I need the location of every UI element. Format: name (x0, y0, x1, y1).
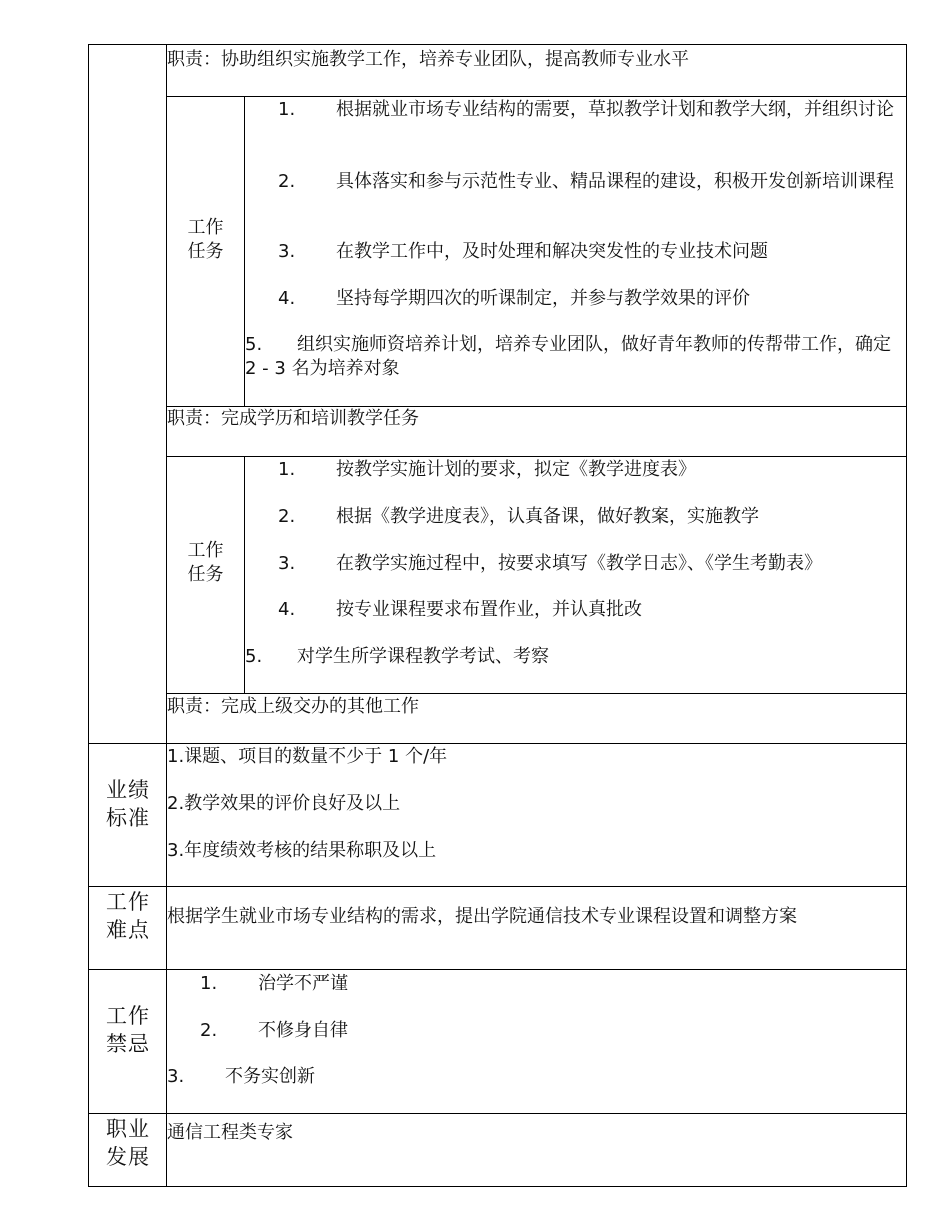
task-item-a-3 (278, 240, 768, 264)
task-item-number: 4. (278, 599, 296, 620)
difficulty-text: 根据学生就业市场专业结构的需求，提出学院通信技术专业课程设置和调整方案 (167, 906, 797, 927)
row-divider-1 (166, 96, 907, 97)
task-item-number: 1. (278, 99, 296, 120)
taboo-item-number: 2. (200, 1020, 218, 1041)
taboo-item-text: 不务实创新 (225, 1066, 315, 1087)
task-item-number: 3. (278, 553, 296, 574)
task-item-text: 对学生所学课程教学考试、考察 (297, 646, 549, 667)
row-divider-3 (166, 456, 907, 457)
task-item-text: 在教学实施过程中，按要求填写《教学日志》、《学生考勤表》 (336, 553, 822, 574)
career-label: 职业发展 (106, 1117, 150, 1169)
task-item-text: 按教学实施计划的要求，拟定《教学进度表》 (336, 459, 696, 480)
task-item-b-2 (278, 505, 759, 529)
duty-text-b: 职责：完成学历和培训教学任务 (167, 408, 419, 429)
task-item-text: 根据《教学进度表》，认真备课，做好教案，实施教学 (336, 506, 759, 527)
section-divider-difficulty (89, 886, 907, 887)
task-item-text: 根据就业市场专业结构的需要，草拟教学计划和教学大纲，并组织讨论 (336, 99, 894, 120)
task-item-a-4 (278, 287, 750, 311)
task-item-a-2 (278, 170, 900, 194)
career-text: 通信工程类专家 (167, 1122, 293, 1143)
row-divider-4 (166, 693, 907, 694)
task-item-number: 4. (278, 288, 296, 309)
taboo-item-3 (167, 1065, 315, 1089)
taboo-item-number: 1. (200, 973, 218, 994)
taboo-label: 工作禁忌 (106, 1004, 150, 1056)
task-item-number: 3. (278, 241, 296, 262)
task-item-b-5 (245, 645, 549, 669)
task-label-a: 工作任务 (187, 217, 224, 262)
section-divider-taboo (89, 969, 907, 970)
section-divider-career (89, 1113, 907, 1114)
taboo-item-text: 治学不严谨 (258, 973, 348, 994)
taboo-item-2 (200, 1019, 348, 1043)
task-item-b-1 (278, 458, 696, 482)
taboo-item-text: 不修身自律 (258, 1020, 348, 1041)
performance-item-3: 3.年度绩效考核的结果称职及以上 (167, 840, 437, 861)
job-description-table (88, 44, 907, 1187)
task-item-number: 2. (278, 506, 296, 527)
task-item-b-3 (278, 552, 822, 576)
duty-text-a: 职责：协助组织实施教学工作，培养专业团队，提高教师专业水平 (167, 49, 689, 70)
task-item-text: 按专业课程要求布置作业，并认真批改 (336, 599, 642, 620)
task-item-number: 2. (278, 171, 296, 192)
performance-label: 业绩标准 (106, 778, 150, 830)
performance-item-2: 2.教学效果的评价良好及以上 (167, 793, 401, 814)
performance-item-1: 1.课题、项目的数量不少于 1 个/年 (167, 746, 448, 767)
taboo-item-1 (200, 972, 348, 996)
task-item-number: 5. (245, 646, 263, 667)
task-item-b-4 (278, 598, 642, 622)
task-item-a-5 (245, 333, 900, 381)
task-item-a-1 (278, 98, 900, 122)
task-item-number: 5. (245, 334, 263, 355)
task-item-text: 具体落实和参与示范性专业、精品课程的建设，积极开发创新培训课程 (336, 171, 894, 192)
task-label-b: 工作任务 (187, 540, 224, 585)
difficulty-label: 工作难点 (106, 890, 150, 942)
task-item-text: 在教学工作中，及时处理和解决突发性的专业技术问题 (336, 241, 768, 262)
task-item-number: 1. (278, 459, 296, 480)
task-item-text: 组织实施师资培养计划，培养专业团队，做好青年教师的传帮带工作，确定 2 - 3 名为培养对象 (245, 334, 891, 379)
duty-text-c: 职责：完成上级交办的其他工作 (167, 696, 419, 717)
section-divider-performance (89, 743, 907, 744)
taboo-item-number: 3. (167, 1066, 185, 1087)
task-item-text: 坚持每学期四次的听课制定，并参与教学效果的评价 (336, 288, 750, 309)
